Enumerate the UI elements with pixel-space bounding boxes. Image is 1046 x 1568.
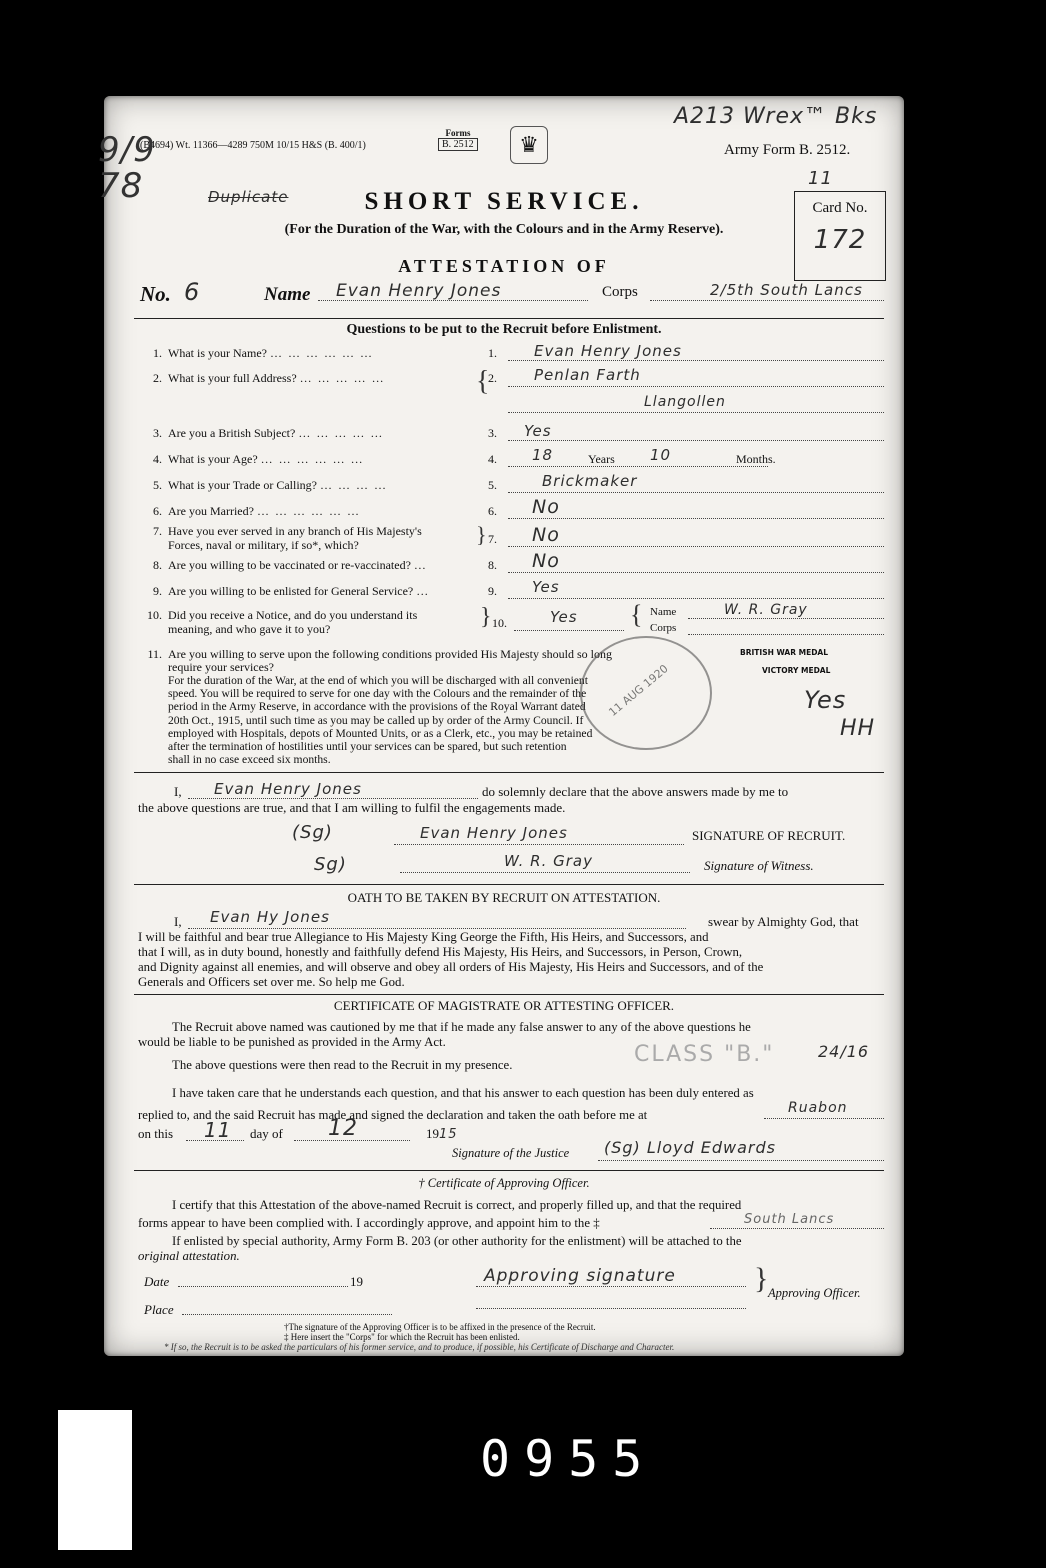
bottom-note: * If so, the Recruit is to be asked the particulars of his former service, and to produce, if possible, his Certificate of Discharge and Character. [164, 1342, 675, 1352]
declaration-name: Evan Henry Jones [214, 780, 362, 798]
witness-signature: W. R. Gray [504, 852, 593, 870]
answer-3: Yes [524, 422, 552, 440]
corps-label: Corps [602, 284, 638, 300]
name-value: Evan Henry Jones [336, 281, 502, 301]
question-2: 2. What is your full Address? …………… [153, 371, 390, 385]
certificate-p2: The above questions were then read to the Recruit in my presence. [172, 1058, 513, 1072]
class-stamp: CLASS "B." [634, 1042, 775, 1067]
form-subtitle: (For the Duration of the War, with the Colours and in the Army Reserve). [284, 222, 724, 237]
oath-heading: OATH TO BE TAKEN BY RECRUIT ON ATTESTATION. [347, 890, 661, 905]
card-top-value: 11 [808, 168, 833, 189]
answer-2-line2: Llangollen [644, 394, 726, 410]
army-form-number: Army Form B. 2512. [724, 142, 851, 158]
card-label: Card No. [812, 200, 868, 216]
royal-arms-icon: ♛ [510, 126, 548, 164]
answer-1: Evan Henry Jones [534, 342, 682, 360]
date-label: Date [144, 1274, 170, 1289]
question-11: 11. Are you willing to serve upon the following conditions provided His Majesty should so long require your services? [147, 647, 612, 674]
question-8: 8. Are you willing to be vaccinated or re-vaccinated? … [153, 558, 432, 572]
medal-1: BRITISH WAR MEDAL [740, 648, 829, 657]
declaration-sg-2: Sg) [314, 854, 347, 875]
appointed-corps: South Lancs [744, 1212, 835, 1227]
question-3: 3. Are you a British Subject? …………… [153, 426, 389, 440]
duplicate-note: Duplicate [208, 188, 289, 206]
question-1: 1. What is your Name? ……………… [153, 346, 378, 360]
certificate-p1: The Recruit above named was cautioned by me that if he made any false answer to any of the above questions he would be liable to be punished as provided in the Army Act. [138, 1020, 751, 1049]
oath-text: I will be faithful and bear true Allegiance to His Majesty King George the Fifth, His Heirs, and Successors, and that I will, as in duty bound, honestly and faithfully defend His Majesty, His Heirs, and Successors, in Person, Crown, and Dignity against all enemies, and will observe and obey all orders of His Majesty, His Heirs and Successors, and of the Generals and Officers set over me. So help me God. [138, 930, 764, 989]
medal-2: VICTORY MEDAL [762, 666, 831, 675]
attestation-year: 1915 [426, 1126, 458, 1142]
certificate-heading: CERTIFICATE OF MAGISTRATE OR ATTESTING OFFICER. [333, 998, 675, 1013]
print-code: (B4694) Wt. 11366—4289 750M 10/15 H&S (B. 400/1) [140, 140, 366, 151]
justice-signature: (Sg) Lloyd Edwards [604, 1138, 776, 1157]
forms-number: B. 2512 [438, 138, 478, 151]
no-value: 6 [184, 278, 201, 306]
answer-9: Yes [532, 578, 560, 596]
answer-10-name: W. R. Gray [724, 602, 808, 618]
forms-label: Forms [445, 128, 471, 138]
question-7: 7. Have you ever served in any branch of His Majesty's Forces, naval or military, if so*, which? [153, 524, 422, 552]
film-label-box [58, 1410, 132, 1550]
attestation-place: Ruabon [788, 1100, 848, 1116]
q11-conditions: For the duration of the War, at the end of which you will be discharged with all convenient speed. You will be required to serve for one day with the Colours and the remainder of the period in the Army Reserve, in accordance with the provisions of the Royal Warrant dated 20th Oct., 1915, until such time as you may be called up by order of the Army Council. If employed with Hospitals, depots of Mounted Units, or as a Clerk, etc., you may be retained after the termination of hostilities until your services can be spared, but such retention shall in no case exceed six months. [168, 674, 593, 767]
question-9: 9. Are you willing to be enlisted for General Service? … [153, 584, 435, 598]
left-margin-marks: 9/9 78 [98, 130, 156, 206]
recruit-signature-label: SIGNATURE OF RECRUIT. [692, 828, 846, 843]
question-6: 6. Are you Married? ……………… [153, 504, 365, 518]
answer-4-months: 10 [650, 446, 672, 464]
class-note: 24/16 [818, 1042, 870, 1061]
justice-label: Signature of the Justice [452, 1146, 570, 1160]
oath-name: Evan Hy Jones [210, 908, 330, 926]
answer-5: Brickmaker [542, 472, 638, 490]
form-title: SHORT SERVICE. [364, 188, 644, 215]
card-number: 172 [813, 225, 867, 255]
answer-4-years: 18 [532, 446, 554, 464]
certificate-p3: I have taken care that he understands each question, and that his answer to each question has been duly entered as replied to, and the said Recruit has made and signed the declaration and taken the oath before me at [138, 1086, 754, 1122]
attestation-heading: ATTESTATION OF [398, 256, 610, 276]
answer-7: No [532, 524, 560, 546]
handwritten-reference: A213 Wrex™ Bks [674, 104, 878, 129]
attestation-form: (B4694) Wt. 11366—4289 750M 10/15 H&S (B. 400/1) Forms B. 2512 ♛ A213 Wrex™ Bks Army Form B. 2512. 9/9 78 Duplicate 11 Card No. 172 SHORT SERVICE. (For the Duration of the War, with the Colours and in the Army Reserve). ATTESTATION OF No. 6 Name Evan Henry Jones Corps 2/5th South Lancs Questions to be put to the Recruit before Enlistment. 1. What is your Name? ……………… 1. Evan Henry Jones 2. What is your full Address? …………… { 2. Penlan Farth Llangollen 3. Are you a British Subject? …………… 3. Yes 4. What is your Age? ……………… 4. 18 Years 10 Months. 5. What is your Trade or Calling? ………… 5. Brickmaker 6. Are you Married? ……………… 6. No 7. Have you ever served in any branch of His Majesty's Forces, naval or military, if so*, which? } 7. No 8. Are you willing to be vaccinated or re-vaccinated? … 8. No 9. Are you willing to be enlisted for General Service? … 9. Yes 10. Did you receive a Notice, and do you understand its meaning, and who gave it to you? } 10. Yes { Name W. R. Gray Corps 11. Are you willing to serve upon the following conditions provided His Majesty should so long require your services? For the duration of the War, at the end of which you will be discharged with all convenient speed. You will be required to serve for one day with the Colours and the remainder of the period in the Army Reserve, in accordance with the provisions of the Royal Warrant dated 20th Oct., 1915, until such time as you may be called up by order of the Army Council. If employed with Hospitals, depots of Mounted Units, or as a Clerk, etc., you may be retained after the termination of hostilities until your services can be spared, but such retention shall in no case exceed six months. BRITISH WAR MEDAL VICTORY MEDAL Yes HH 11 AUG 1920 I, Evan Henry Jones do solemnly declare that the above answers made by me to the above questions are true, and that I am willing to fulfil the engagements made. (Sg) Evan Henry Jones SIGNATURE OF RECRUIT. Sg) W. R. Gray Signature of Witness. OATH TO BE TAKEN BY RECRUIT ON ATTESTATION. I, Evan Hy Jones swear by Almighty God, that I will be faithful and bear true Allegiance to His Majesty King George the Fifth, His Heirs, and Successors, and that I will, as in duty bound, honestly and faithfully defend His Majesty, His Heirs, and Successors, in Person, Crown, and Dignity against all enemies, and will observe and obey all orders of His Majesty, His Heirs and Successors, and of the Generals and Officers set over me. So help me God. CERTIFICATE OF MAGISTRATE OR ATTESTING OFFICER. The Recruit above named was cautioned by me that if he made any false answer to any of the above questions he would be liable to be punished as provided in the Army Act. The above questions were then read to the Recruit in my presence. CLASS "B." 24/16 I have taken care that he understands each question, and that his answer to each question has been duly entered as replied to, and the said Recruit has made and signed the declaration and taken the oath before me at Ruabon on this 11 day of 12 1915 Signature of the Justice (Sg) Lloyd Edwards † Certificate of Approving Officer. I certify that this Attestation of the above-named Recruit is correct, and properly filled up, and that the required forms appear to have been complied with. I accordingly approve, and appoint him to the ‡ South Lancs If enlisted by special authority, Army Form B. 203 (or other authority for the enlistment) will be attached to the original attestation. Date 19 Place Approving signature } Approving Officer. †The signature of the Approving Officer is to be affixed in the presence of the Recruit. ‡ Here insert the "Corps" for which the Recruit has been enlisted. * If so, the Recruit is to be asked the particulars of his former service, and to produce, if possible, his Certificate of Discharge and Character. [104, 96, 904, 1356]
footnotes: †The signature of the Approving Officer is to be affixed in the presence of the Recruit. ‡ Here insert the "Corps" for which the Recruit has been enlisted. [284, 1322, 596, 1342]
approving-p2: If enlisted by special authority, Army Form B. 203 (or other authority for the enlistment) will be attached to the original attestation. [138, 1234, 742, 1263]
q11-initials: HH [840, 716, 876, 741]
approving-officer-label: Approving Officer. [768, 1286, 861, 1300]
frame-number: 0955 [480, 1430, 657, 1488]
corps-value: 2/5th South Lancs [710, 281, 863, 299]
name-label: Name [264, 284, 311, 305]
date-stamp: 11 AUG 1920 [580, 636, 712, 750]
no-label: No. [140, 282, 171, 306]
answer-10: Yes [550, 608, 578, 626]
question-4: 4. What is your Age? ……………… [153, 452, 369, 466]
approving-heading: † Certificate of Approving Officer. [418, 1176, 590, 1190]
answer-6: No [532, 496, 560, 518]
recruit-signature: Evan Henry Jones [420, 824, 568, 842]
attestation-month: 12 [328, 1116, 358, 1141]
attestation-day: 11 [204, 1118, 232, 1142]
approving-officer-signature: Approving signature [484, 1266, 676, 1286]
question-10: 10. Did you receive a Notice, and do you understand its meaning, and who gave it to you? [147, 608, 418, 636]
witness-signature-label: Signature of Witness. [704, 858, 814, 873]
date-year: 19 [350, 1274, 363, 1289]
answer-2: Penlan Farth [534, 366, 641, 384]
question-5: 5. What is your Trade or Calling? ………… [153, 478, 392, 492]
answer-11: Yes [804, 686, 847, 714]
declaration-sg-1: (Sg) [292, 822, 333, 843]
approving-p1: I certify that this Attestation of the above-named Recruit is correct, and properly filled up, and that the required forms appear to have been complied with. I accordingly approve, and appoint him to the ‡ [138, 1198, 742, 1230]
answer-8: No [532, 550, 560, 572]
place-label: Place [144, 1302, 174, 1317]
questions-heading: Questions to be put to the Recruit before Enlistment. [346, 322, 662, 337]
